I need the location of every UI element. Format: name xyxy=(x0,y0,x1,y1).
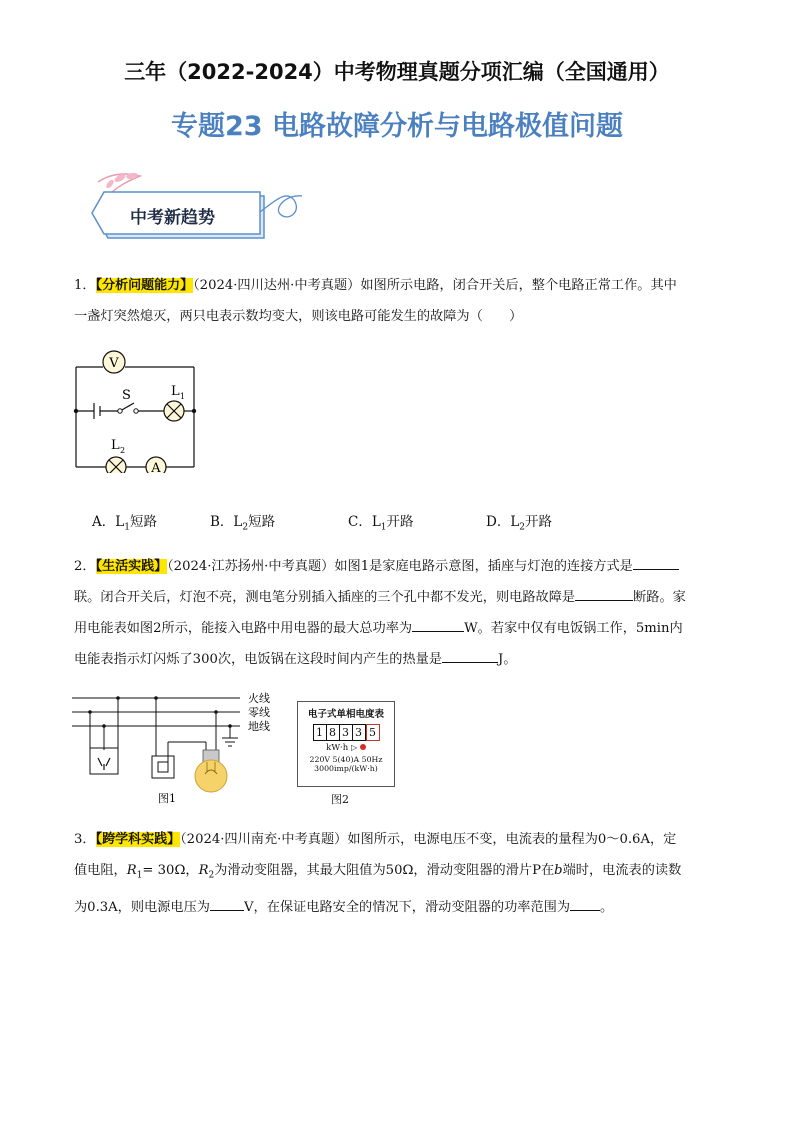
q3-text-b4: 端时，电流表的读数 xyxy=(562,863,682,878)
q3-r2-symbol: R xyxy=(198,863,209,878)
q2-text-d: 用电能表如图2所示，能接入电路中用电器的最大总功率为 xyxy=(74,621,413,636)
lamp-l2-label: L xyxy=(111,438,120,453)
q2-text-c: 断路。家 xyxy=(633,590,686,605)
q3-text-b1: 值电阻， xyxy=(74,863,127,878)
q2-source: （2024·江苏扬州·中考真题） xyxy=(167,559,335,574)
q2-text-a: 如图1是家庭电路示意图，插座与灯泡的连接方式是 xyxy=(334,559,633,574)
q3-b-end: b xyxy=(554,863,563,878)
q3-number: 3． xyxy=(74,832,96,847)
electric-meter xyxy=(297,701,395,787)
q3-r1-symbol: R xyxy=(126,863,137,878)
q3-source: （2024·四川南充·中考真题） xyxy=(180,832,348,847)
figure-1-caption: 图1 xyxy=(158,792,176,805)
meter-digit: 1 xyxy=(313,724,327,741)
live-wire-label: 火线 xyxy=(248,692,270,705)
meter-digit: 3 xyxy=(340,724,353,741)
meter-digit: 8 xyxy=(327,724,340,741)
q3-tag: 【跨学科实践】 xyxy=(95,832,181,847)
meter-spec-1: 220V 5(40)A 50Hz xyxy=(309,755,383,764)
q2-figure-1 xyxy=(70,690,285,808)
q2-blank-3[interactable] xyxy=(412,617,464,632)
q1-option-d[interactable]: D．$L_2$开路 xyxy=(486,514,553,533)
light-bulb-icon xyxy=(195,750,227,792)
q3-text-a: 如图所示，电源电压不变，电流表的量程为0～0.6A，定 xyxy=(347,832,677,847)
ammeter-symbol xyxy=(146,457,166,473)
neutral-wire-label: 零线 xyxy=(248,706,270,719)
q3-text-b2: = 30Ω， xyxy=(142,863,199,878)
q1-option-a[interactable]: A．$L_1$短路 xyxy=(92,514,157,533)
lamp-l2-symbol xyxy=(106,457,126,473)
meter-digit: 5 xyxy=(366,724,380,741)
meter-digits xyxy=(298,724,394,741)
meter-digit: 3 xyxy=(353,724,366,741)
figure-2-caption: 图2 xyxy=(331,793,349,806)
q3-text-c3: 。 xyxy=(600,899,614,915)
q2-blank-2[interactable] xyxy=(575,586,633,601)
question-1 xyxy=(74,270,724,332)
ground-wire-label: 地线 xyxy=(248,720,270,733)
question-3 xyxy=(74,824,724,923)
lamp-l1-subscript: 1 xyxy=(180,392,186,401)
q1-circuit-diagram xyxy=(70,345,200,473)
meter-unit-row xyxy=(298,743,394,753)
q2-text-b: 联。闭合开关后，灯泡不亮，测电笔分别插入插座的三个孔中都不发光，则电路故障是 xyxy=(74,590,576,605)
series-title: 三年（2022-2024）中考物理真题分项汇编（全国通用） xyxy=(124,60,670,84)
q1-tag: 【分析问题能力】 xyxy=(95,278,194,293)
q3-text-c1: 为0.3A，则电源电压为 xyxy=(74,899,210,915)
q1-option-c[interactable]: C．$L_1$开路 xyxy=(348,514,414,533)
meter-title: 电子式单相电度表 xyxy=(307,709,384,720)
q2-blank-4[interactable] xyxy=(442,648,498,663)
q1-option-b[interactable]: B．$L_2$短路 xyxy=(210,514,276,533)
q2-text-e: W。若家中仅有电饭锅工作，5min内 xyxy=(464,621,683,636)
meter-unit: kW·h xyxy=(326,743,349,753)
switch-label: S xyxy=(122,388,131,403)
q1-number: 1． xyxy=(74,278,96,293)
q2-text-f: 电能表指示灯闪烁了300次，电饭锅在这段时间内产生的热量是 xyxy=(74,652,443,667)
voltmeter-symbol xyxy=(103,351,125,373)
banner-label: 中考新趋势 xyxy=(130,208,215,228)
q1-line1: 如图所示电路，闭合开关后，整个电路正常工作。其中 xyxy=(360,278,677,293)
voltmeter-label: V xyxy=(109,356,119,371)
question-2 xyxy=(74,551,724,675)
topic-title: 专题23 电路故障分析与电路极值问题 xyxy=(171,111,623,142)
lamp-l1-label: L xyxy=(171,384,180,399)
meter-indicator-arrow-icon: ▷ xyxy=(350,743,358,752)
q2-number: 2． xyxy=(74,559,96,574)
q2-text-g: J。 xyxy=(498,652,517,667)
q3-text-b3: 为滑动变阻器，其最大阻值为50Ω，滑动变阻器的滑片P在 xyxy=(214,863,555,878)
meter-spec-2: 3000imp/(kW·h) xyxy=(314,764,378,773)
lamp-l2-subscript: 2 xyxy=(120,446,126,455)
q2-blank-1[interactable] xyxy=(633,555,679,570)
q1-line2: 一盏灯突然熄灭，两只电表示数均变大，则该电路可能发生的故障为（ ） xyxy=(74,309,523,324)
lamp-l1-symbol xyxy=(164,401,184,421)
ammeter-label: A xyxy=(151,461,161,473)
q3-r1-subscript: 1 xyxy=(136,870,143,881)
q3-text-c2: V，在保证电路安全的情况下，滑动变阻器的功率范围为 xyxy=(244,899,571,915)
q1-source: （2024·四川达州·中考真题） xyxy=(193,278,361,293)
q2-tag: 【生活实践】 xyxy=(95,559,168,574)
q3-blank-1[interactable] xyxy=(210,896,244,911)
q3-blank-2[interactable] xyxy=(570,896,600,911)
meter-indicator-light-icon xyxy=(360,744,366,750)
q3-r2-subscript: 2 xyxy=(208,870,215,881)
